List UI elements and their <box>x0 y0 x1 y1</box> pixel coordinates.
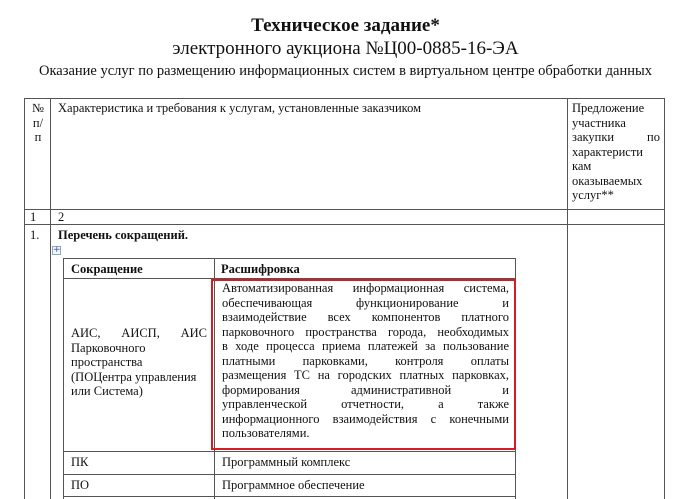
column-number-2: 2 <box>58 210 65 224</box>
header-characteristics: Характеристика и требования к услугам, установленные заказчиком <box>58 101 422 115</box>
table-move-handle-icon[interactable]: + <box>53 245 61 255</box>
highlight-box <box>211 279 516 450</box>
section-heading: Перечень сокращений. <box>58 228 189 242</box>
meaning-pk: Программный комплекс <box>222 455 351 469</box>
abbr-column-header: Сокращение <box>71 262 143 276</box>
header-number: № п/ п <box>32 101 44 144</box>
abbr-po: ПО <box>71 478 90 492</box>
abbr-pk: ПК <box>71 455 89 469</box>
header-proposal: Предложение участника закупки по характеристи кам оказываемых услуг** <box>572 101 660 202</box>
meaning-po: Программное обеспечение <box>222 478 365 492</box>
meaning-ais: Автоматизированная информационная система, обеспечивающая функционирование и взаимодействие всех компонентов платного парковочного пространства города, необходимых в ходе процесса приема платежей за пользование платными парковками, контроля оплаты размещения ТС на городских платных парковках, формирования административной и управленческой отчетности, а также информационного взаимодействия с конечными пользователями. <box>222 281 509 440</box>
meaning-column-header: Расшифровка <box>221 262 300 276</box>
document-title: Техническое задание* <box>251 15 440 36</box>
service-description: Оказание услуг по размещению информационных систем в виртуальном центре обработки данных <box>39 63 652 79</box>
column-number-1: 1 <box>30 210 37 224</box>
row-number: 1. <box>30 228 40 242</box>
abbr-ais: АИС, АИСП, АИС Парковочного пространства (ПОЦентра управления или Система) <box>71 326 207 398</box>
auction-number: электронного аукциона №Ц00-0885-16-ЭА <box>172 38 519 59</box>
